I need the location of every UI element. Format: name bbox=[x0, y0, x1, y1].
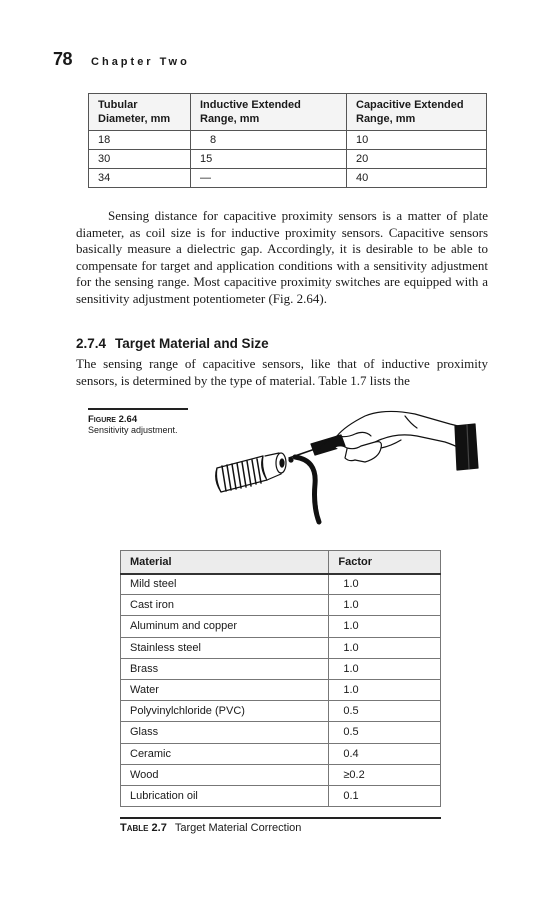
table-header-row bbox=[89, 94, 487, 131]
table-row bbox=[121, 743, 441, 764]
table-row bbox=[121, 574, 441, 595]
section-heading bbox=[76, 336, 269, 351]
column-header: Inductive Extended Range, mm bbox=[191, 94, 347, 131]
sensitivity-adjustment-illustration bbox=[205, 402, 485, 527]
target-material-table bbox=[120, 550, 441, 807]
material-cell: Polyvinylchloride (PVC) bbox=[121, 701, 329, 722]
table-cell: 20 bbox=[347, 150, 487, 169]
material-cell: Wood bbox=[121, 764, 329, 785]
table-cell: 18 bbox=[89, 131, 191, 150]
table-caption bbox=[120, 817, 441, 834]
page-number: 78 bbox=[53, 49, 73, 69]
material-cell: Cast iron bbox=[121, 595, 329, 616]
sleeve-cuff-icon bbox=[455, 424, 478, 470]
factor-cell: 1.0 bbox=[329, 637, 441, 658]
factor-cell: 1.0 bbox=[329, 574, 441, 595]
table-row bbox=[89, 169, 487, 188]
table-row bbox=[121, 637, 441, 658]
section-title: Target Material and Size bbox=[115, 336, 269, 351]
table-label: Table 2.7 bbox=[120, 822, 167, 834]
table-cell: 15 bbox=[191, 150, 347, 169]
column-header: Capacitive Extended Range, mm bbox=[347, 94, 487, 131]
table-caption-text: Target Material Correction bbox=[174, 822, 302, 834]
extended-range-table bbox=[88, 93, 487, 188]
column-header: Material bbox=[121, 551, 329, 574]
material-cell: Brass bbox=[121, 658, 329, 679]
material-cell: Stainless steel bbox=[121, 637, 329, 658]
table-row bbox=[89, 150, 487, 169]
figure-caption-text: Sensitivity adjustment. bbox=[88, 425, 178, 435]
table-row bbox=[121, 679, 441, 700]
table-row bbox=[121, 616, 441, 637]
material-cell: Lubrication oil bbox=[121, 785, 329, 806]
column-header: Tubular Diameter, mm bbox=[89, 94, 191, 131]
factor-cell: 0.5 bbox=[329, 701, 441, 722]
factor-cell: ≥0.2 bbox=[329, 764, 441, 785]
table-row bbox=[121, 764, 441, 785]
material-cell: Aluminum and copper bbox=[121, 616, 329, 637]
figure-label: Figure 2.64 bbox=[88, 414, 138, 425]
running-header bbox=[53, 49, 190, 69]
factor-cell: 0.1 bbox=[329, 785, 441, 806]
table-row bbox=[121, 658, 441, 679]
factor-cell: 1.0 bbox=[329, 679, 441, 700]
table-row bbox=[121, 722, 441, 743]
material-cell: Glass bbox=[121, 722, 329, 743]
factor-cell: 0.4 bbox=[329, 743, 441, 764]
body-paragraph: Sensing distance for capacitive proximity sensors is a matter of plate diameter, as coil size is for inductive proximity sensors. Capacitive sensors basically measure a dielectric gap. Accordingly, it is desirable to be able to compensate for target and application conditions with a sensitivity adjustment for the sensing range. Most capacitive proximity switches are equipped with a sensitivity adjustment potentiometer (Fig. 2.64). bbox=[76, 208, 488, 306]
table-cell: 10 bbox=[347, 131, 487, 150]
hand-icon bbox=[317, 411, 475, 462]
body-paragraph: The sensing range of capacitive sensors, like that of inductive proximity sensors, is determined by the type of material. Table 1.7 lists the bbox=[76, 356, 488, 388]
table-cell: 34 bbox=[89, 169, 191, 188]
proximity-sensor-icon bbox=[216, 453, 293, 492]
factor-cell: 1.0 bbox=[329, 658, 441, 679]
table-cell: 40 bbox=[347, 169, 487, 188]
material-cell: Mild steel bbox=[121, 574, 329, 595]
table-cell: 30 bbox=[89, 150, 191, 169]
factor-cell: 0.5 bbox=[329, 722, 441, 743]
table-row bbox=[121, 595, 441, 616]
figure-caption bbox=[88, 408, 188, 436]
table-cell: 8 bbox=[191, 131, 347, 150]
factor-cell: 1.0 bbox=[329, 595, 441, 616]
column-header: Factor bbox=[329, 551, 441, 574]
table-row bbox=[89, 131, 487, 150]
material-cell: Ceramic bbox=[121, 743, 329, 764]
material-cell: Water bbox=[121, 679, 329, 700]
chapter-title: Chapter Two bbox=[91, 56, 190, 68]
factor-cell: 1.0 bbox=[329, 616, 441, 637]
table-row bbox=[121, 701, 441, 722]
section-number: 2.7.4 bbox=[76, 336, 107, 351]
table-cell: — bbox=[191, 169, 347, 188]
table-row bbox=[121, 785, 441, 806]
table-header-row bbox=[121, 551, 441, 574]
